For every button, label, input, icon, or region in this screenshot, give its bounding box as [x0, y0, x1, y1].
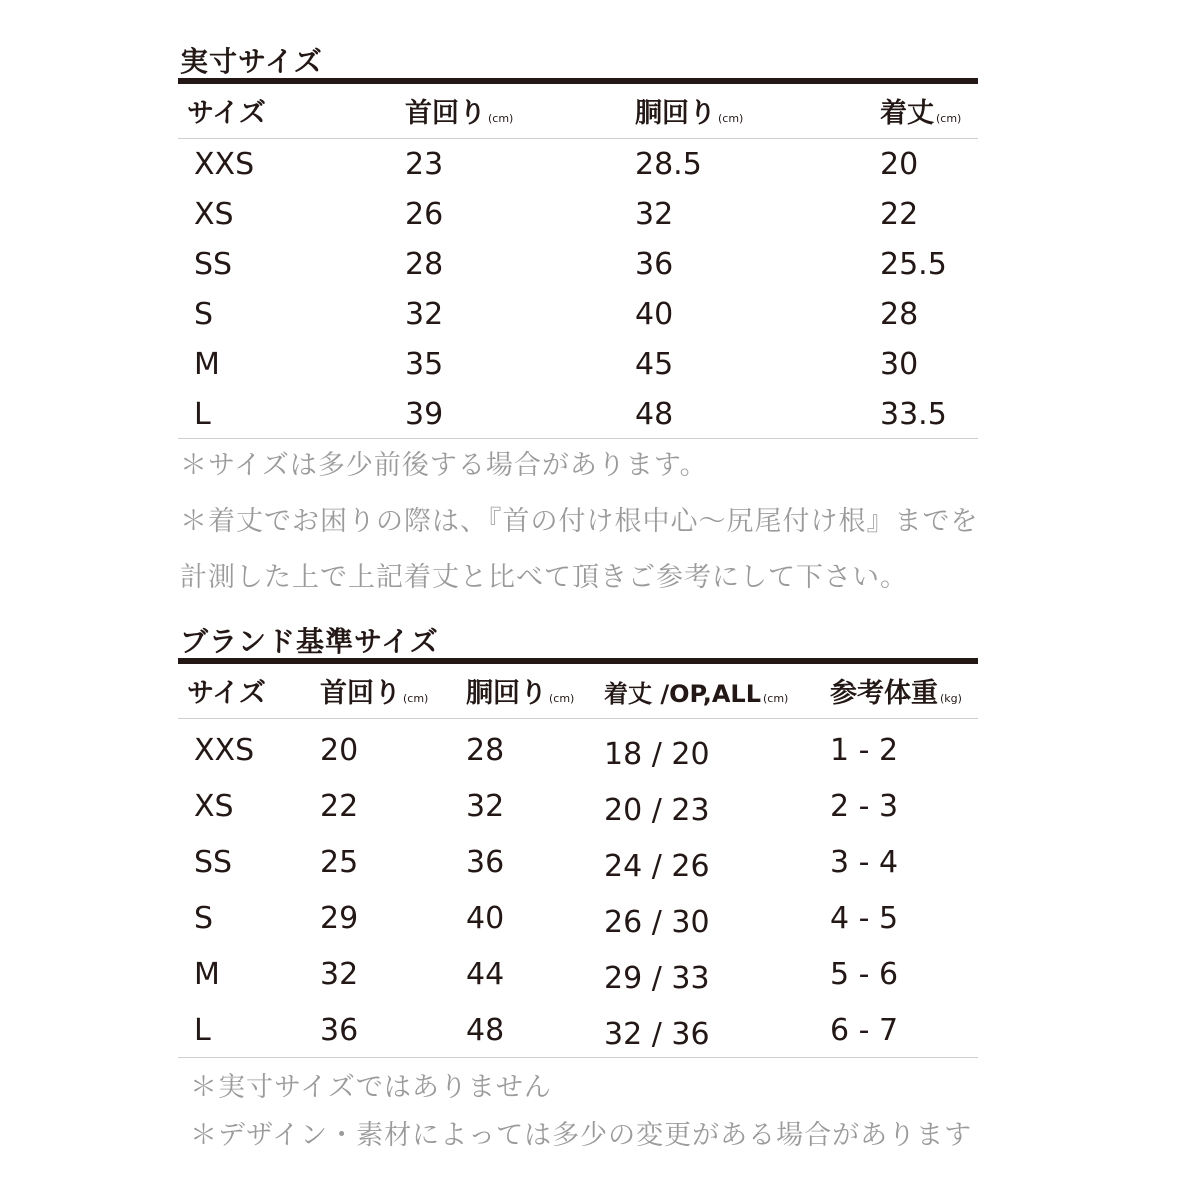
- length-cell: 22: [880, 197, 919, 232]
- weight-cell: 5 - 6: [830, 957, 899, 992]
- brand-header-divider: [178, 718, 978, 719]
- neck-cell: 32: [405, 297, 444, 332]
- brand-size-title: ブランド基準サイズ: [180, 625, 439, 658]
- waist-cell: 28.5: [635, 147, 702, 182]
- waist-cell: 32: [635, 197, 674, 232]
- header-length-op-all: 着丈 /OP,ALL (cm): [604, 680, 789, 708]
- length-cell: 26 / 30: [604, 905, 710, 940]
- weight-cell: 2 - 3: [830, 789, 899, 824]
- size-cell: XS: [194, 789, 234, 824]
- weight-cell: 1 - 2: [830, 733, 899, 768]
- brand-table-bottom-rule: [178, 1057, 978, 1058]
- header-waist-unit: (cm): [549, 692, 575, 705]
- actual-table-bottom-rule: [178, 438, 978, 439]
- length-cell: 28: [880, 297, 919, 332]
- length-cell: 20 / 23: [604, 793, 710, 828]
- neck-cell: 39: [405, 397, 444, 432]
- length-cell: 29 / 33: [604, 961, 710, 996]
- length-cell: 24 / 26: [604, 849, 710, 884]
- header-waist: 胴回り (cm): [466, 678, 575, 709]
- size-cell: SS: [194, 845, 233, 880]
- actual-size-title-rule: [178, 78, 978, 84]
- note-length-guidance: ＊着丈でお困りの際は、『首の付け根中心〜尻尾付け根』までを: [180, 506, 979, 537]
- neck-cell: 23: [405, 147, 444, 182]
- header-neck: 首回り (cm): [320, 678, 429, 709]
- note-design-variance: ＊デザイン・素材によっては多少の変更がある場合があります: [190, 1120, 973, 1151]
- weight-cell: 6 - 7: [830, 1013, 899, 1048]
- header-weight: 参考体重 (kg): [830, 678, 962, 709]
- size-cell: XXS: [194, 147, 255, 182]
- size-cell: S: [194, 901, 214, 936]
- header-neck-unit: (cm): [488, 112, 514, 125]
- size-cell: M: [194, 347, 220, 382]
- note-size-variance: ＊サイズは多少前後する場合があります。: [180, 450, 708, 481]
- neck-cell: 36: [320, 1013, 359, 1048]
- weight-cell: 3 - 4: [830, 845, 899, 880]
- header-waist-unit: (cm): [718, 112, 744, 125]
- header-waist: 胴回り (cm): [635, 98, 744, 129]
- actual-header-divider: [178, 138, 978, 139]
- neck-cell: 20: [320, 733, 359, 768]
- note-not-actual-size: ＊実寸サイズではありません: [190, 1072, 552, 1103]
- waist-cell: 48: [466, 1013, 505, 1048]
- weight-cell: 4 - 5: [830, 901, 899, 936]
- neck-cell: 26: [405, 197, 444, 232]
- neck-cell: 32: [320, 957, 359, 992]
- size-cell: L: [194, 397, 211, 432]
- header-neck: 首回り (cm): [405, 98, 514, 129]
- brand-size-title-rule: [178, 658, 978, 664]
- header-length: 着丈 (cm): [880, 98, 962, 129]
- waist-cell: 32: [466, 789, 505, 824]
- waist-cell: 40: [635, 297, 674, 332]
- neck-cell: 28: [405, 247, 444, 282]
- size-cell: XXS: [194, 733, 255, 768]
- waist-cell: 36: [635, 247, 674, 282]
- neck-cell: 35: [405, 347, 444, 382]
- size-cell: SS: [194, 247, 233, 282]
- neck-cell: 29: [320, 901, 359, 936]
- neck-cell: 25: [320, 845, 359, 880]
- length-cell: 30: [880, 347, 919, 382]
- header-neck-unit: (cm): [403, 692, 429, 705]
- waist-cell: 45: [635, 347, 674, 382]
- size-cell: XS: [194, 197, 234, 232]
- header-size: サイズ: [187, 678, 266, 709]
- header-weight-unit: (kg): [940, 692, 962, 705]
- length-cell: 25.5: [880, 247, 947, 282]
- actual-size-title: 実寸サイズ: [180, 45, 323, 78]
- note-length-guidance-cont: 計測した上で上記着丈と比べて頂きご参考にして下さい。: [180, 562, 908, 593]
- length-cell: 32 / 36: [604, 1017, 710, 1052]
- length-cell: 20: [880, 147, 919, 182]
- size-cell: M: [194, 957, 220, 992]
- length-cell: 33.5: [880, 397, 947, 432]
- waist-cell: 44: [466, 957, 505, 992]
- waist-cell: 36: [466, 845, 505, 880]
- header-length-unit: (cm): [762, 692, 789, 705]
- length-cell: 18 / 20: [604, 737, 710, 772]
- waist-cell: 40: [466, 901, 505, 936]
- header-length-unit: (cm): [936, 112, 962, 125]
- header-size: サイズ: [187, 98, 266, 129]
- waist-cell: 48: [635, 397, 674, 432]
- size-cell: S: [194, 297, 214, 332]
- waist-cell: 28: [466, 733, 505, 768]
- neck-cell: 22: [320, 789, 359, 824]
- size-cell: L: [194, 1013, 211, 1048]
